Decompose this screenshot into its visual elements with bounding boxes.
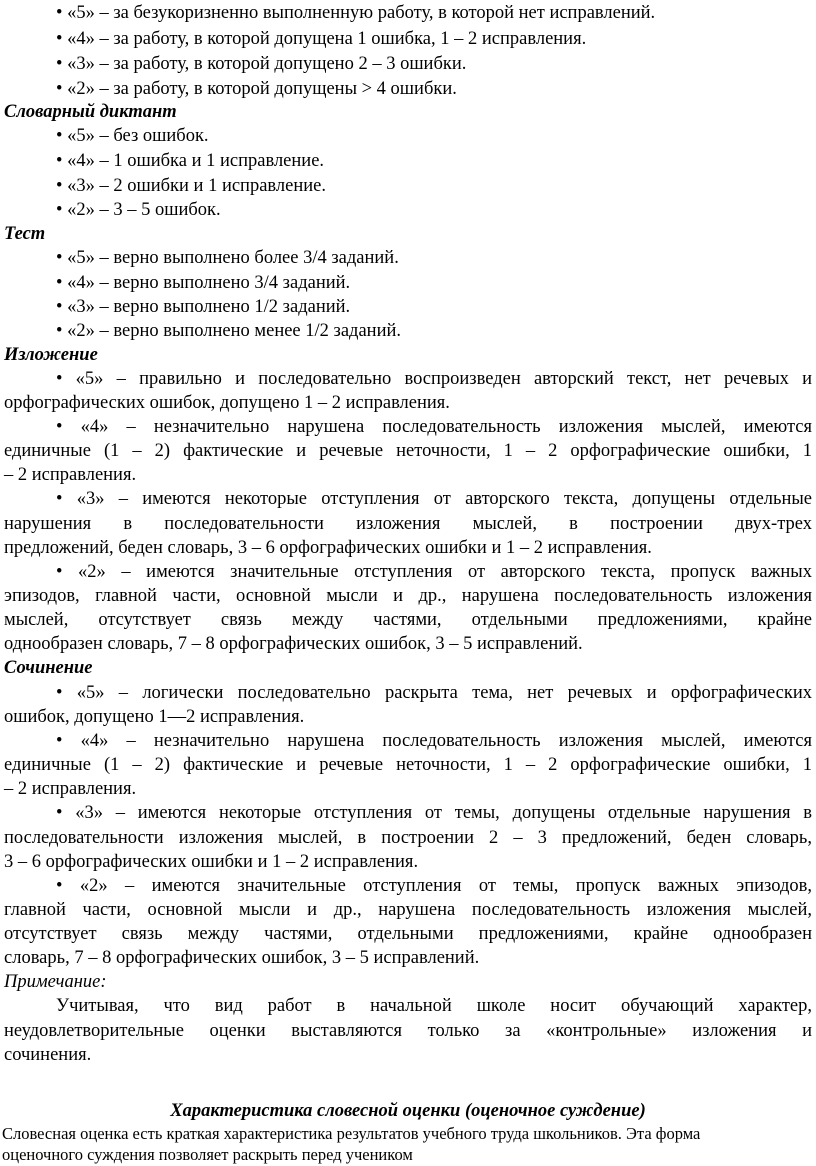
paragraph-line: последовательности изложения мыслей, в построении 2 – 3 предложений, беден словарь,	[4, 828, 812, 848]
paragraph-line: • «5» – правильно и последовательно воспроизведен авторский текст, нет речевых и	[56, 369, 812, 389]
paragraph-line: • «4» – незначительно нарушена последовательность изложения мыслей, имеются	[56, 731, 812, 751]
paragraph-line: оценочного суждения позволяет раскрыть перед учеником	[2, 1145, 413, 1164]
list-item: • «3» – 2 ошибки и 1 исправление.	[56, 176, 326, 196]
paragraph-line: главной части, основной мысли и др., нарушена последовательность изложения мыслей,	[4, 900, 812, 920]
list-item: • «2» – за работу, в которой допущены > 4 ошибки.	[56, 79, 457, 99]
paragraph-line: 3 – 6 орфографических ошибки и 1 – 2 исправления.	[4, 852, 419, 872]
paragraph-line: единичные (1 – 2) фактические и речевые неточности, 1 – 2 орфографические ошибки, 1	[4, 755, 812, 775]
list-item: • «5» – верно выполнено более 3/4 заданий.	[56, 248, 399, 268]
paragraph-line: неудовлетворительные оценки выставляются только за «контрольные» изложения и	[4, 1021, 812, 1041]
paragraph-line: • «5» – логически последовательно раскрыта тема, нет речевых и орфографических	[56, 683, 812, 703]
list-item: • «3» – за работу, в которой допущено 2 – 3 ошибки.	[56, 54, 467, 74]
list-item: • «4» – верно выполнено 3/4 заданий.	[56, 273, 351, 293]
paragraph-line: орфографических ошибок, допущено 1 – 2 исправления.	[4, 393, 450, 413]
paragraph-line: отсутствует связь между частями, отдельными предложениями, крайне однообразен	[4, 924, 812, 944]
paragraph-line: словарь, 7 – 8 орфографических ошибок, 3 – 5 исправлений.	[4, 948, 480, 968]
paragraph-line: • «2» – имеются значительные отступления от темы, пропуск важных эпизодов,	[56, 876, 812, 896]
paragraph-line: мыслей, отсутствует связь между частями, отдельными предложениями, крайне	[4, 610, 812, 630]
paragraph-line: Учитывая, что вид работ в начальной школе носит обучающий характер,	[56, 996, 812, 1016]
paragraph-line: предложений, беден словарь, 3 – 6 орфографических ошибки и 1 – 2 исправления.	[4, 538, 652, 558]
list-item: • «3» – верно выполнено 1/2 заданий.	[56, 297, 351, 317]
list-item: • «4» – 1 ошибка и 1 исправление.	[56, 151, 325, 171]
paragraph-line: – 2 исправления.	[4, 465, 137, 485]
list-item: • «2» – верно выполнено менее 1/2 заданий.	[56, 321, 402, 341]
paragraph-line: – 2 исправления.	[4, 779, 137, 799]
paragraph-line: эпизодов, главной части, основной мысли и др., нарушена последовательность изложения	[4, 586, 812, 606]
list-item: • «5» – без ошибок.	[56, 126, 209, 146]
paragraph-line: единичные (1 – 2) фактические и речевые неточности, 1 – 2 орфографические ошибки, 1	[4, 441, 812, 461]
section-heading-test: Тест	[4, 224, 46, 244]
paragraph-line: нарушения в последовательности изложения мыслей, в построении двух-трех	[4, 514, 812, 534]
section-heading-sochinenie: Сочинение	[4, 658, 93, 678]
paragraph-line: • «3» – имеются некоторые отступления от темы, допущены отдельные нарушения в	[56, 803, 812, 823]
list-item: • «4» – за работу, в которой допущена 1 ошибка, 1 – 2 исправления.	[56, 29, 587, 49]
section-heading-izlozhenie: Изложение	[4, 345, 98, 365]
paragraph-line: ошибок, допущено 1—2 исправления.	[4, 707, 305, 727]
section-heading-slovarny: Словарный диктант	[4, 102, 177, 122]
paragraph-line: • «4» – незначительно нарушена последовательность изложения мыслей, имеются	[56, 417, 812, 437]
list-item: • «2» – 3 – 5 ошибок.	[56, 200, 221, 220]
list-item: • «5» – за безукоризненно выполненную работу, в которой нет исправлений.	[56, 3, 656, 23]
paragraph-line: Словесная оценка есть краткая характеристика результатов учебного труда школьников. Эта форма	[2, 1124, 701, 1143]
paragraph-line: однообразен словарь, 7 – 8 орфографических ошибок, 3 – 5 исправлений.	[4, 634, 583, 654]
paragraph-line: • «2» – имеются значительные отступления от авторского текста, пропуск важных	[56, 562, 812, 582]
note-heading: Примечание:	[4, 972, 107, 992]
paragraph-line: • «3» – имеются некоторые отступления от авторского текста, допущены отдельные	[56, 489, 812, 509]
section-title-characteristic: Характеристика словесной оценки (оценочное суждение)	[170, 1101, 646, 1121]
paragraph-line: сочинения.	[4, 1045, 92, 1065]
